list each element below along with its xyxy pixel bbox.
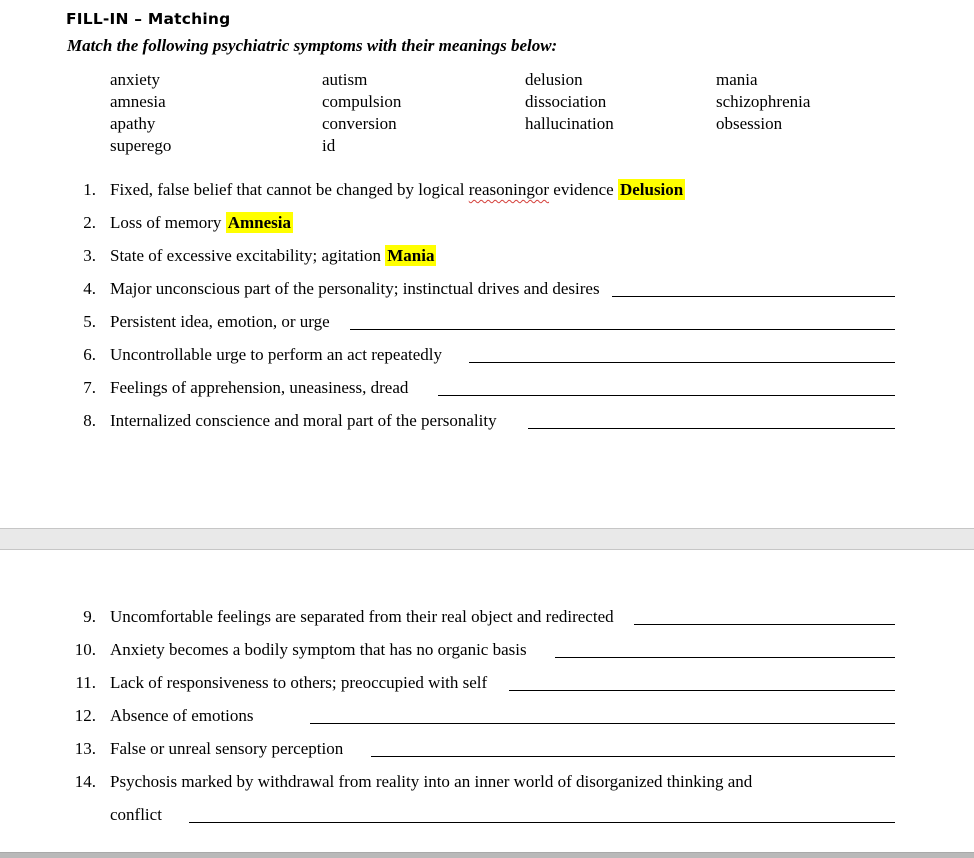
- answer-blank[interactable]: [509, 672, 895, 691]
- question-text: Internalized conscience and moral part of the personality: [110, 411, 497, 430]
- question-item: [62, 738, 895, 760]
- word-bank-term: hallucination: [525, 114, 614, 133]
- question-number: 11.: [75, 673, 96, 692]
- question-item: [62, 278, 895, 300]
- question-number: 4.: [83, 279, 96, 298]
- question-number: 1.: [83, 180, 96, 199]
- instruction-text: Match the following psychiatric symptoms with their meanings below:: [67, 36, 558, 55]
- question-item: [62, 672, 895, 694]
- answer-blank[interactable]: [555, 639, 895, 658]
- word-bank-term: autism: [322, 70, 368, 89]
- question-number: 6.: [83, 345, 96, 364]
- question-text: Persistent idea, emotion, or urge: [110, 312, 330, 331]
- question-text: Psychosis marked by withdrawal from reality into an inner world of disorganized thinking and: [110, 772, 753, 791]
- question-number: 5.: [83, 312, 96, 331]
- word-bank: [110, 69, 810, 157]
- question-number: 3.: [83, 246, 96, 265]
- word-bank-term: schizophrenia: [716, 92, 811, 111]
- question-item: [62, 311, 895, 333]
- question-item: [62, 771, 895, 826]
- word-bank-term: superego: [110, 136, 172, 155]
- question-text: Loss of memory Amnesia: [110, 213, 291, 232]
- answer-blank[interactable]: [350, 311, 895, 330]
- question-item: [62, 344, 895, 366]
- question-text: Uncontrollable urge to perform an act repeatedly: [110, 345, 442, 364]
- word-bank-term: mania: [716, 70, 758, 89]
- question-text: Feelings of apprehension, uneasiness, dread: [110, 378, 409, 397]
- question-item: [62, 377, 895, 399]
- question-text: Lack of responsiveness to others; preoccupied with self: [110, 673, 488, 692]
- question-text: Fixed, false belief that cannot be changed by logical reasoningor evidence Delusion: [110, 180, 684, 199]
- word-bank-term: conversion: [322, 114, 397, 133]
- question-item: [62, 705, 895, 727]
- word-bank-term: delusion: [525, 70, 583, 89]
- question-number: 12.: [74, 706, 96, 725]
- word-bank-term: id: [322, 136, 336, 155]
- question-item: [62, 606, 895, 628]
- answer-blank[interactable]: [189, 804, 895, 823]
- question-text: Major unconscious part of the personality; instinctual drives and desires: [110, 279, 600, 298]
- page-title: FILL-IN – Matching: [66, 10, 231, 28]
- question-list-page1: [62, 179, 895, 443]
- answer-blank[interactable]: [438, 377, 895, 396]
- question-text: Anxiety becomes a bodily symptom that has no organic basis: [110, 640, 527, 659]
- answer-blank[interactable]: [310, 705, 895, 724]
- answer-blank[interactable]: [469, 344, 895, 363]
- question-number: 13.: [74, 739, 96, 758]
- question-text: False or unreal sensory perception: [110, 739, 344, 758]
- answer-highlight: Amnesia: [227, 213, 291, 232]
- word-bank-term: obsession: [716, 114, 783, 133]
- question-number: 2.: [83, 213, 96, 232]
- word-bank-term: apathy: [110, 114, 156, 133]
- word-bank-term: anxiety: [110, 70, 161, 89]
- question-item: [62, 212, 895, 234]
- answer-blank[interactable]: [528, 410, 895, 429]
- question-item: [62, 179, 895, 201]
- answer-highlight: Delusion: [619, 180, 684, 199]
- question-text: conflict: [110, 805, 162, 824]
- answer-blank[interactable]: [612, 278, 895, 297]
- question-number: 10.: [74, 640, 96, 659]
- question-item: [62, 639, 895, 661]
- misspelled-word: reasoningor: [468, 180, 550, 199]
- question-list-page2: [62, 606, 895, 837]
- question-number: 14.: [74, 772, 96, 791]
- question-item: [62, 410, 895, 432]
- next-page-break-edge: [0, 852, 974, 858]
- answer-blank[interactable]: [371, 738, 895, 757]
- answer-highlight: Mania: [387, 246, 435, 265]
- word-bank-term: dissociation: [525, 92, 607, 111]
- word-bank-term: compulsion: [322, 92, 402, 111]
- page-break-band: [0, 528, 974, 550]
- word-bank-term: amnesia: [110, 92, 166, 111]
- question-item: [62, 245, 895, 267]
- question-number: 8.: [83, 411, 96, 430]
- question-number: 9.: [83, 607, 96, 626]
- answer-blank[interactable]: [634, 606, 895, 625]
- question-number: 7.: [83, 378, 96, 397]
- question-text: Uncomfortable feelings are separated from their real object and redirected: [110, 607, 614, 626]
- question-text: State of excessive excitability; agitation Mania: [110, 246, 435, 265]
- question-text: Absence of emotions: [110, 706, 254, 725]
